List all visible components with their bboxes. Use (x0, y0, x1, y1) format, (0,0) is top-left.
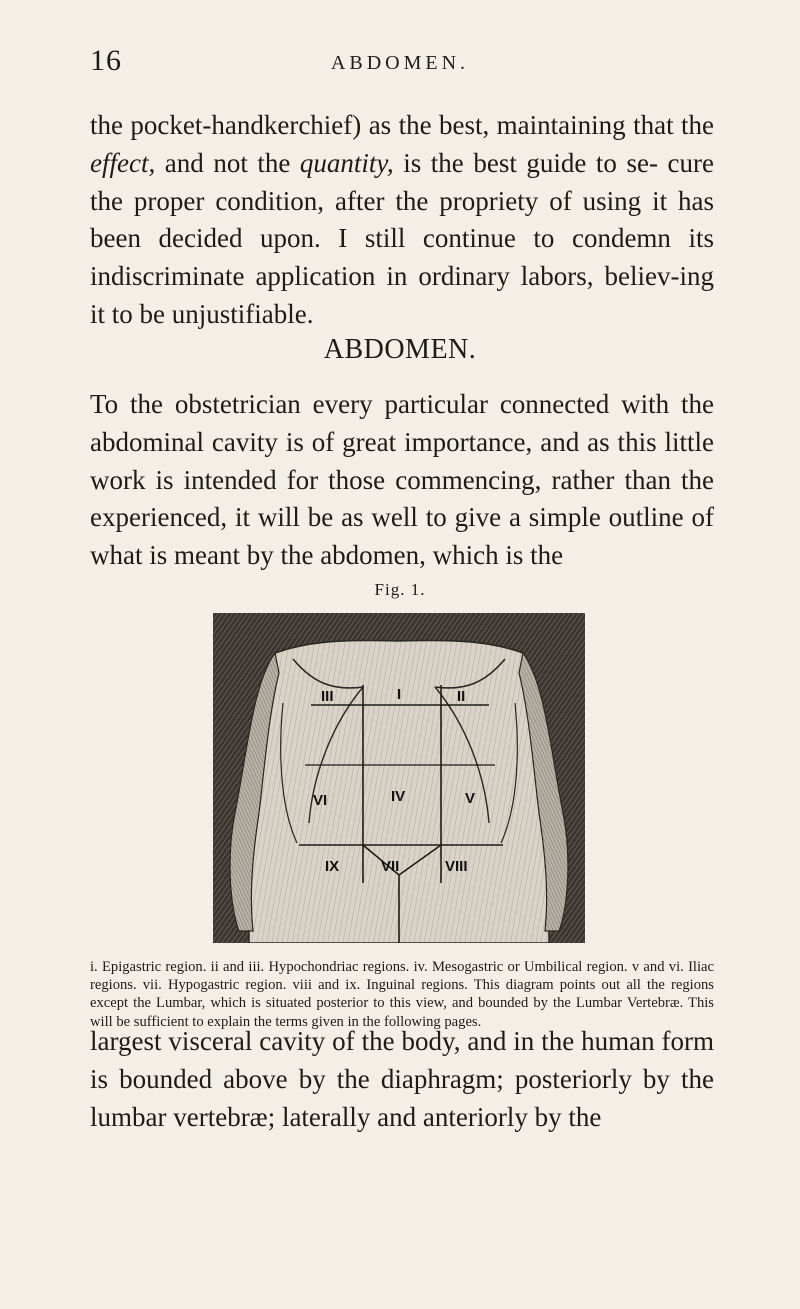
abdominal-regions-figure (213, 613, 585, 943)
region-label-v: V (465, 790, 476, 807)
region-label-i: I (397, 686, 402, 703)
paragraph-2: To the obstetrician every particular connected with the abdominal cavity is of great importance, and as this little work is intended for those commencing, rather than the experienced, it will be as well to give a simple outline of what is meant by the abdomen, which is the (90, 389, 714, 571)
running-head: ABDOMEN. (330, 52, 470, 74)
figure-label: Fig. 1. (374, 580, 426, 599)
emphasis-quantity: quantity, (299, 147, 394, 178)
region-label-ix: IX (325, 858, 340, 875)
paragraph-1-line-2-post: is the best guide to se- (393, 147, 658, 178)
region-label-iii: III (321, 688, 334, 705)
emphasis-effect: effect, (90, 147, 156, 178)
figure-caption: i. Epigastric region. ii and iii. Hypochondriac regions. iv. Mesogastric or Umbilical region. v and vi. Iliac regions. vii. Hypogastric region. viii and ix. Inguinal regions. This diagram points out all the regions except the Lumbar, which is situated posterior to this view, and bounded by the Lumbar Vertebræ. This will be sufficient to explain the terms given in the following pages. (90, 959, 714, 1030)
section-heading: ABDOMEN. (323, 334, 477, 365)
paragraph-1-line-2-pre: the (681, 110, 714, 140)
paragraph-1-line-2-mid: and not the (155, 147, 300, 178)
region-label-ii: II (457, 688, 466, 705)
paragraph-1 (90, 107, 714, 334)
region-label-vii: VII (381, 858, 400, 875)
region-label-iv: IV (391, 788, 406, 805)
page-number: 16 (90, 44, 122, 77)
paragraph-1-line-1: the pocket-handkerchief) as the best, maintaining that (90, 110, 674, 140)
paragraph-3: largest visceral cavity of the body, and in the human form is bounded above by the diaphragm; posteriorly by the lumbar vertebræ; laterally and anteriorly by the (90, 1026, 714, 1132)
region-label-viii: VIII (445, 858, 468, 875)
region-label-vi: VI (313, 792, 328, 809)
paragraph-1-rest: cure the proper condition, after the propriety of using it has been decided upon. I still continue to condemn its indiscriminate application in ordinary labors, believ-ing it to be unjustifiable. (90, 147, 714, 329)
